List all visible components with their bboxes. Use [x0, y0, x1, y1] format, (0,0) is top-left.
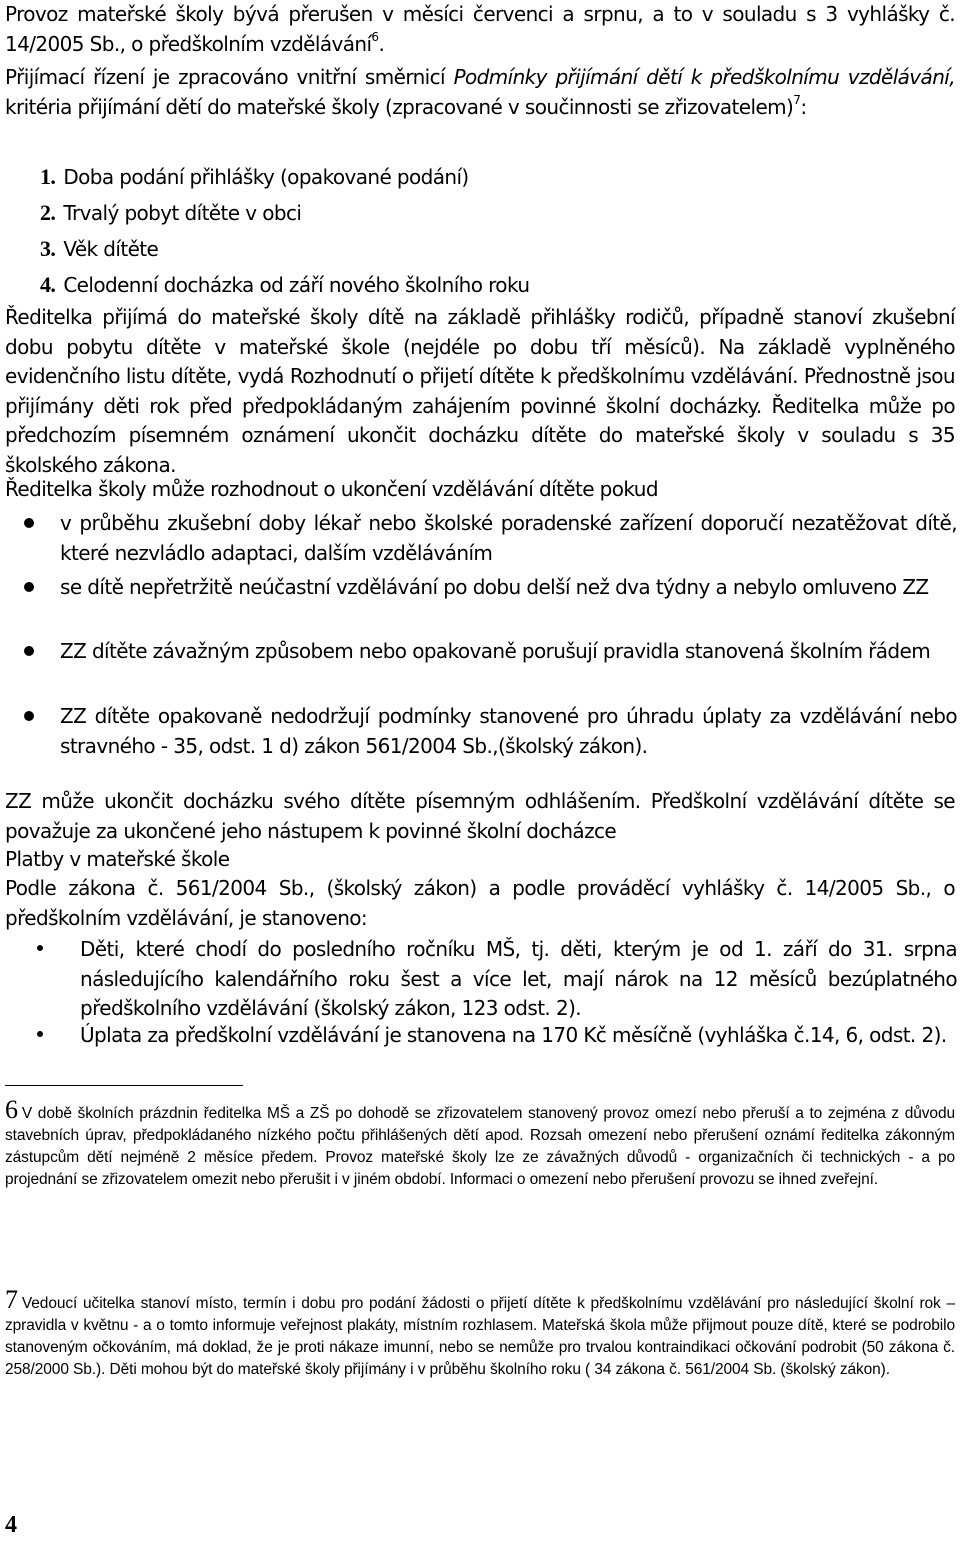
bullet-icon	[37, 945, 43, 951]
footnote-6	[5, 1095, 955, 1191]
bullet-text: v průběhu zkušební doby lékař nebo školské poradenské zařízení doporučí nezatěžovat dítě, které nezvládlo adaptaci, dalším vzděláváním	[60, 511, 957, 565]
bullet-icon	[24, 646, 34, 656]
paragraph-termination-intro: Ředitelka školy může rozhodnout o ukončení vzdělávání dítěte pokud	[5, 477, 658, 501]
punctuation: :	[800, 94, 807, 119]
criteria-item	[40, 270, 529, 300]
bullet-text: Děti, které chodí do posledního ročníku MŠ, tj. děti, kterým je od 1. září do 31. srpna následujícího kalendářního roku šest a více let, mají nárok na 12 měsíců bezúplatného předškolního vzdělávání (školský zákon, 123 odst. 2).	[80, 937, 957, 1020]
item-text: Věk dítěte	[63, 237, 159, 261]
criteria-item	[40, 234, 158, 264]
bullet-icon	[24, 582, 34, 592]
bullet-icon	[37, 1031, 43, 1037]
criteria-item	[40, 198, 301, 228]
paragraph-admission	[5, 63, 955, 122]
footnote-number: 6	[5, 1095, 18, 1124]
item-number: 3.	[40, 236, 56, 261]
criteria-item	[40, 162, 469, 192]
page-number: 4	[5, 1512, 17, 1538]
paragraph-director-admits: Ředitelka přijímá do mateřské školy dítě na základě přihlášky rodičů, případně stanoví zkušební dobu pobytu dítěte v mateřské škole (nejdéle po dobu tří měsíců). Na základě vyplněného evidenčního listu dítěte, vydá Rozhodnutí o přijetí dítěte k předškolnímu vzdělávání. Přednostně jsou přijímány děti rok před předpokládaným zahájením povinné školní docházky. Ředitelka může po předchozím písemném oznámení ukončit docházku dítěte do mateřské školy v souladu s 35 školského zákona.	[5, 305, 955, 477]
paragraph-text: kritéria přijímání dětí do mateřské školy (zpracované v součinnosti se zřizovatelem)	[5, 94, 794, 119]
bullet-text: ZZ dítěte závažným způsobem nebo opakovaně porušují pravidla stanovená školním řádem	[60, 639, 931, 663]
paragraph-text: Provoz mateřské školy bývá přerušen v měsíci červenci a srpnu, a to v souladu s 3 vyhlášky č. 14/2005 Sb., o předškolním vzdělávání	[5, 2, 955, 56]
item-number: 2.	[40, 200, 56, 225]
item-number: 1.	[40, 164, 56, 189]
directive-title: Podmínky přijímání dětí k předškolnímu vzdělávání,	[453, 65, 955, 89]
bullet-icon	[24, 518, 34, 528]
item-text: Trvalý pobyt dítěte v obci	[63, 201, 302, 225]
item-number: 4.	[40, 272, 56, 297]
bullet-text: Úplata za předškolní vzdělávání je stanovena na 170 Kč měsíčně (vyhláška č.14, 6, odst. 2).	[80, 1023, 947, 1047]
section-heading-payments: Platby v mateřské škole	[5, 847, 230, 871]
paragraph-parent-termination: ZZ může ukončit docházku svého dítěte písemným odhlášením. Předškolní vzdělávání dítěte se považuje za ukončené jeho nástupem k povinné školní docházce	[5, 789, 955, 843]
footnote-number: 7	[5, 1285, 18, 1314]
paragraph-law-reference: Podle zákona č. 561/2004 Sb., (školský zákon) a podle prováděcí vyhlášky č. 14/2005 Sb., o předškolním vzdělávání, je stanoveno:	[5, 876, 955, 930]
paragraph-text: Přijímací řízení je zpracováno vnitřní směrnicí	[5, 65, 454, 89]
footnote-text: V době školních prázdnin ředitelka MŠ a ZŠ po dohodě se zřizovatelem stanovený provoz omezí nebo přeruší a to zejména z důvodu stavebních úprav, předpokládaného nízkého počtu přihlášených dětí apod. Rozsah omezení nebo přerušení oznámí ředitelka zákonným zástupcům dětí nejméně 2 měsíce předem. Provoz mateřské školy lze ze závažných důvodů - organizačních či technických - a po projednání se zřizovatelem omezit nebo přerušit i v jiném období. Informaci o omezení nebo přerušení provozu se ihned zveřejní.	[5, 1105, 955, 1188]
footnote-ref-6[interactable]: 6	[371, 29, 379, 44]
footnote-separator	[5, 1085, 243, 1086]
bullet-icon	[24, 711, 34, 721]
footnote-7	[5, 1285, 955, 1381]
paragraph-operation-interruption	[5, 0, 955, 59]
bullet-text: ZZ dítěte opakovaně nedodržují podmínky stanovené pro úhradu úplaty za vzdělávání nebo stravného - 35, odst. 1 d) zákon 561/2004 Sb.,(školský zákon).	[60, 704, 957, 758]
bullet-text: se dítě nepřetržitě neúčastní vzdělávání po dobu delší než dva týdny a nebylo omluveno ZZ	[60, 575, 929, 599]
punctuation: .	[378, 31, 385, 56]
footnote-ref-7[interactable]: 7	[793, 92, 801, 107]
item-text: Doba podání přihlášky (opakované podání)	[63, 165, 469, 189]
item-text: Celodenní docházka od září nového školního roku	[63, 273, 530, 297]
footnote-text: Vedoucí učitelka stanoví místo, termín i dobu pro podání žádosti o přijetí dítěte k předškolnímu vzdělávání pro následující školní rok – zpravidla v květnu - a o tomto informuje veřejnost plakáty, místním rozhlasem. Mateřská škola může přijmout pouze dítě, které se podrobilo stanoveným očkováním, má doklad, že je proti nákaze imunní, nebo se nemůže pro trvalou kontraindikaci očkování podrobit (50 zákona č. 258/2000 Sb.). Děti mohou být do mateřské školy přijímány i v průběhu školního roku ( 34 zákona č. 561/2004 Sb. (školský zákon).	[5, 1295, 955, 1378]
